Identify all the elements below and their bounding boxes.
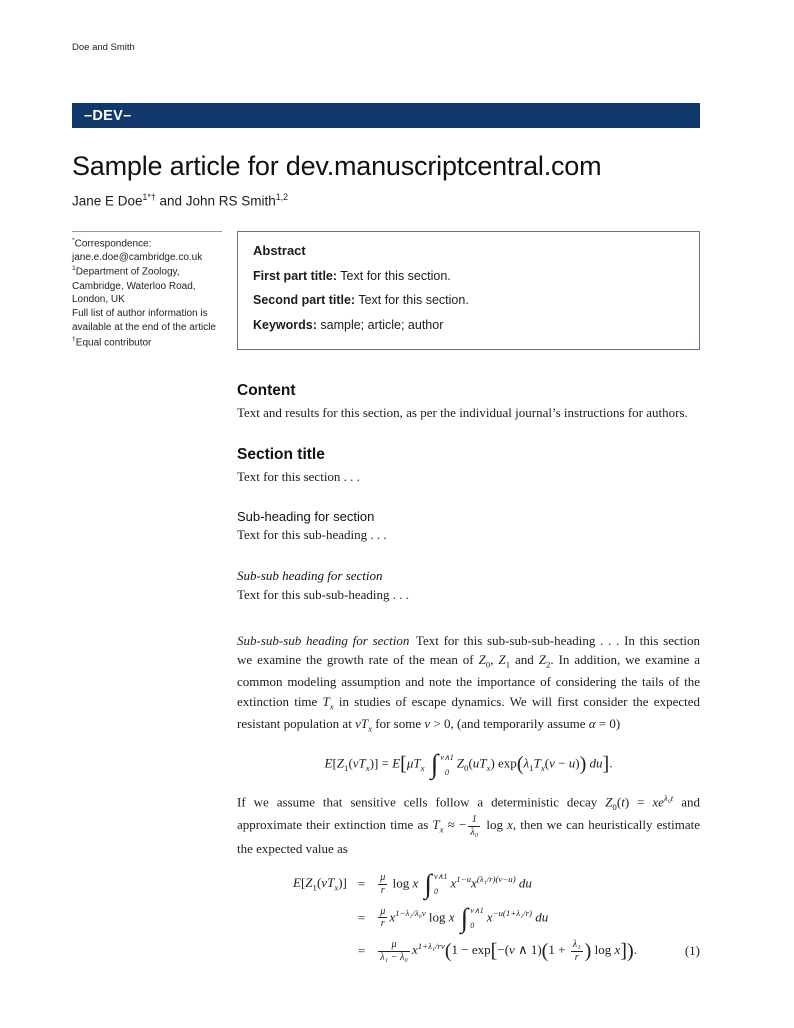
equation-rhs: $\frac{\mu}{\text{λ₁ − λ₀}}$ $x^{1+\lambda_1/rv}(1 - \exp[-(v$ ∧ 1)(1 + $\frac{\text{λ₁}}{r}$ ) log x]). (380, 939, 637, 963)
paragraph-deterministic-decay: If we assume that sensitive cells follow a deterministic decay $Z_0(t) = xe^{\lambda_0t}$ and approximate their extinction time as $T_x$ ≈ − $\frac{1}{\text{λ₀}}$ log x, then we can heuristically estimate the expected value as (237, 793, 700, 856)
equation-rhs: $\frac{\mu}{r}$ log x ∫ v∧1 0 $x^{1-u}x^{(\lambda_1/r)(v-u)}$ du (380, 869, 532, 899)
affiliation-line: Cambridge, Waterloo Road, (72, 280, 196, 292)
abstract-box (237, 231, 700, 350)
correspondence-block (72, 231, 224, 350)
abstract-item-label: Keywords: (253, 318, 317, 333)
page-content (72, 0, 700, 963)
affiliation-line: London, UK (72, 294, 125, 306)
author-info-note: Full list of author information is (72, 308, 208, 320)
abstract-item (253, 292, 684, 309)
equation-equals: = (357, 943, 366, 959)
section-heading-content: Content (237, 381, 296, 399)
equation-rhs: $\frac{\mu}{r}$ $x^{1-\lambda_1/\lambda_0v}$ log x ∫ v∧1 0 $x^{-u(1+\lambda_1/r)}$ du (380, 902, 549, 933)
author-info-note: available at the end of the article (72, 321, 216, 333)
abstract-item-label: First part title: (253, 268, 338, 283)
abstract-item-label: Second part title: (253, 293, 356, 308)
equation-equals: = (357, 876, 366, 892)
abstract-item-text: sample; article; author (316, 318, 444, 333)
subsubsection-text: Text for this sub-sub-heading . . . (237, 587, 410, 603)
equation-number: (1) (684, 943, 700, 959)
abstract-keywords (253, 317, 684, 334)
affiliation-line: $^1$Department of Zoology, (72, 265, 180, 278)
abstract-heading: Abstract (253, 242, 306, 258)
correspondence-line: *Correspondence: (72, 236, 152, 249)
paragraph-growth-rate: Sub-sub-sub heading for section Text for this sub-sub-sub-heading . . . In this section we examine the growth rate of the mean of $Z_0$, $Z_1$ and $Z_2$. In addition, we examine a common modeling assumption and note the importance of considering the tails of the extinction time $T_x$ in studies of escape dynamics. We will first consider the expected resistant population at $vT_x$ for some v > 0, (and temporarily assume α = 0) (237, 632, 701, 734)
abstract-item (253, 268, 684, 285)
correspondence-email: jane.e.doe@cambridge.co.uk (72, 251, 203, 263)
article-body (237, 382, 700, 964)
display-equation-1 (293, 869, 700, 963)
section-heading-title: Section title (237, 446, 325, 464)
author-line: Jane E Doe$^{1*\dagger}$ and John RS Smith$^{1,2}$ (72, 192, 288, 209)
display-equation-expected-population: $E[Z_1(vT_x)] = E[\mu T_x$ ∫ v∧1 0 $Z_0(uT_x) \exp(\lambda_1T_x(v - u))$ du]. (324, 749, 613, 780)
subsection-text: Text for this sub-heading . . . (237, 526, 387, 542)
abstract-item-text: Text for this section. (355, 293, 469, 308)
banner-label: –DEV– (84, 107, 132, 124)
sidebar-divider (72, 231, 222, 232)
section-text: Text for this section . . . (237, 469, 360, 485)
section-text: Text and results for this section, as per the individual journal’s instructions for authors. (237, 404, 688, 420)
equal-contributor-note: †Equal contributor (72, 335, 152, 349)
equation-equals: = (357, 909, 366, 925)
journal-banner (72, 103, 700, 128)
subsection-heading: Sub-heading for section (237, 508, 375, 524)
equation-lhs: $E[Z_1(vT_x)]$ (293, 875, 347, 894)
head-columns (72, 231, 700, 350)
article-title: Sample article for dev.manuscriptcentral.com (72, 151, 602, 181)
running-head: Doe and Smith (72, 42, 135, 53)
subsubsection-heading: Sub-sub heading for section (237, 568, 383, 584)
abstract-item-text: Text for this section. (337, 268, 451, 283)
